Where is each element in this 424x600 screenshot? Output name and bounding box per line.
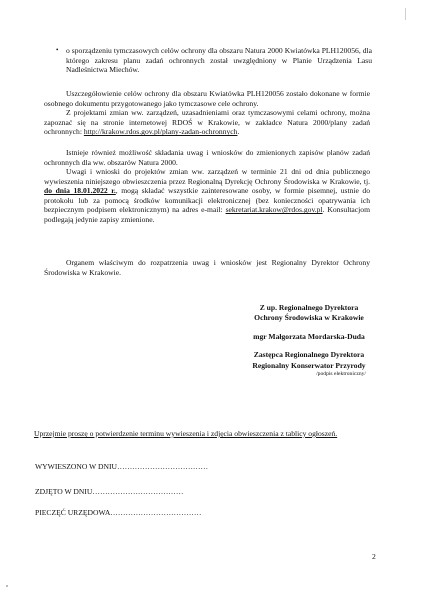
paragraph-possibility: Istnieje również możliwość składania uwag i wniosków do zmienionych zapisów planów zadań ochronnych dla ww. obszarów Natura 2000. (44, 148, 370, 167)
electronic-signature-note: /podpis elektroniczny/ (316, 371, 366, 378)
paragraph-projects (44, 108, 370, 137)
signature-block (244, 303, 374, 378)
signature-line-2: Ochrony Środowiska w Krakowie (254, 313, 364, 323)
official-stamp-field: PIECZĘĆ URZĘDOWA……………………………… (35, 508, 202, 517)
paragraph-projects-text: Z projektami zmian ww. zarządzeń, uzasadnieniami oraz tymczasowymi celami ochrony, można zapoznać się na stronie internetowej RDOŚ w Krakowie, w zakładce Natura 2000/plany zadań ochronnych: (44, 108, 370, 137)
signature-line-1: Z up. Regionalnego Dyrektora (259, 303, 359, 312)
paragraph-authority: Organem właściwym do rozpatrzenia uwag i wniosków jest Regionalny Dyrektor Ochrony Środowiska w Krakowie. (44, 258, 370, 277)
scan-dot (6, 585, 8, 587)
paragraph-comments (44, 167, 370, 225)
bullet-text: o sporządzeniu tymczasowych celów ochrony dla obszaru Natura 2000 Kwiatówka PLH120056, dla którego zakresu planu zadań ochronnych został uwzględniony w Planie Urządzenia Lasu Nadleśnictwa Miechów. (66, 46, 372, 75)
bullet-item (56, 46, 372, 75)
comments-text-1: Uwagi i wnioski do projektów zmian ww. zarządzeń w terminie 21 dni od dnia publicznego wywieszenia niniejszego obwieszczenia przez Regionalną Dyrekcję Ochrony Środowiska w Krakowie, tj. (44, 167, 370, 186)
comments-text-3: . Konsultacjom podlegają jedynie zapisy zmienione. (44, 205, 370, 224)
plans-link[interactable]: http://krakow.rdos.gov.pl/plany-zadan-ochronnych (83, 127, 238, 137)
paragraph-clarification: Uszczegółowienie celów ochrony dla obszaru Kwiatówka PLH120056 zostało dokonane w formie osobnego dokumentu przygotowanego jako tymczasowe cele ochrony. (44, 89, 370, 108)
paragraph-projects-end: . (237, 127, 240, 137)
email-link[interactable]: sekretariat.krakow@rdos.gov.pl (225, 205, 323, 215)
comments-text-2: , mogą składać wszystkie zainteresowane osoby, w formie pisemnej, ustnie do protokołu lub za pomocą środków komunikacji elektronicznej (bez konieczności opatrywania ich bezpiecznym podpisem elektronicznym) na adres e-mail: (44, 186, 371, 215)
page-number: 2 (372, 552, 376, 561)
signatory-position-2: Regionalny Konserwator Przyrody (252, 360, 366, 370)
signatory-position-1: Zastępca Regionalnego Dyrektora (253, 350, 365, 360)
deadline-date: do dnia 18.01.2022 r. (44, 186, 116, 196)
posted-date-field: WYWIESZONO W DNIU……………………………… (35, 462, 209, 471)
confirmation-request: Uprzejmie proszę o potwierdzenie terminu wywieszenia i zdjęcia obwieszczenia z tablicy ogłoszeń. (34, 429, 338, 438)
bullet-symbol: • (56, 46, 59, 54)
signatory-name: mgr Małgorzata Mordarska-Duda (253, 331, 365, 341)
removed-date-field: ZDJĘTO W DNIU……………………………… (35, 487, 184, 496)
scan-mark (405, 8, 406, 20)
